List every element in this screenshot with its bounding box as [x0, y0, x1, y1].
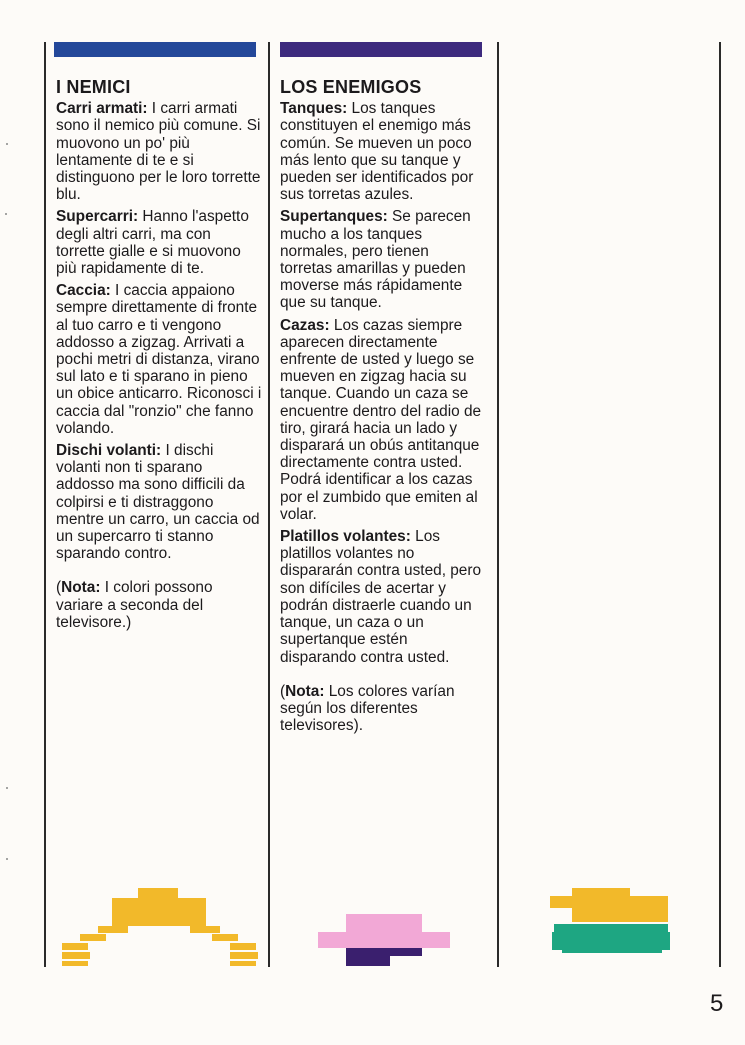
- section-text: Los platillos volantes no dispararán contra usted, pero son difíciles de acertar y podrán distraerle cuando un tanque, un caza o un supertanque estén disparando contra usted.: [280, 528, 482, 666]
- section-term: Dischi volanti:: [56, 442, 162, 460]
- italian-header-bar: [54, 42, 256, 57]
- note-open: (: [280, 682, 286, 700]
- sprite-block: [62, 952, 90, 959]
- section-text: Hanno l'aspetto degli altri carri, ma con torrette gialle e si muovono più rapidamente di te.: [56, 208, 249, 278]
- sprite-block: [212, 934, 238, 941]
- sprite-block: [550, 896, 668, 908]
- sprite-block: [346, 914, 422, 932]
- italian-column: [56, 79, 262, 636]
- spanish-title: LOS ENEMIGOS: [280, 77, 422, 97]
- section-term: Platillos volantes:: [280, 528, 411, 546]
- spanish-section-platillos: [280, 528, 485, 666]
- sprite-block: [62, 943, 88, 950]
- spanish-note: [280, 683, 485, 735]
- section-term: Supertanques:: [280, 208, 388, 226]
- section-term: Caccia:: [56, 282, 111, 300]
- section-text: I caccia appaiono sempre direttamente di fronte al tuo carro e ti vengono addosso a zigzag. Arrivati a pochi metri di distanza, virano sul lato e ti sparano in pieno un obice anticarro. Riconosci i caccia dal "ronzio" che fanno volando.: [56, 282, 262, 437]
- column-rule-far-right: [719, 42, 721, 967]
- sprite-block: [562, 950, 662, 953]
- sprite-block: [318, 932, 450, 948]
- note-open: (: [56, 579, 62, 597]
- italian-title: I NEMICI: [56, 77, 131, 97]
- italian-section-carri: [56, 100, 262, 203]
- spanish-column: [280, 79, 485, 739]
- section-term: Carri armati:: [56, 100, 148, 118]
- sprite-block: [230, 961, 256, 966]
- sprite-block: [572, 908, 668, 922]
- scan-speck: [6, 858, 8, 860]
- supercarro-sprite: [550, 888, 672, 968]
- sprite-block: [346, 956, 390, 966]
- italian-note: [56, 579, 262, 631]
- section-text: Se parecen mucho a los tanques normales, pero tienen torretas amarillas y pueden moverse más rápidamente que su tanque.: [280, 208, 471, 312]
- column-rule-middle: [268, 42, 270, 967]
- sprite-block: [190, 926, 220, 933]
- section-text: I dischi volanti non ti sparano addosso ma sono difficili da colpirsi e ti distraggono mentre un carro, un caccia od un supercarro ti stanno sparando contro.: [56, 442, 260, 563]
- column-rule-left: [44, 42, 46, 967]
- scan-speck: [5, 213, 7, 215]
- sprite-block: [98, 926, 128, 933]
- spanish-section-cazas: [280, 317, 485, 523]
- note-text: Los colores varían según los diferentes televisores).: [280, 682, 455, 735]
- sprite-block: [80, 934, 106, 941]
- italian-section-dischi: [56, 442, 262, 562]
- sprite-block: [572, 888, 630, 896]
- scan-speck: [6, 143, 8, 145]
- sprite-block: [112, 898, 206, 926]
- spanish-section-tanques: [280, 100, 485, 203]
- caccia-sprite: [60, 888, 260, 968]
- section-text: Los tanques constituyen el enemigo más común. Se mueven un poco más lento que su tanque y pueden ser identificados por sus torretas azules.: [280, 100, 474, 204]
- disco-sprite: [318, 914, 454, 968]
- sprite-block: [346, 948, 422, 956]
- section-term: Supercarri:: [56, 208, 139, 226]
- italian-section-caccia: [56, 282, 262, 437]
- sprite-block: [230, 943, 256, 950]
- spanish-header-bar: [280, 42, 482, 57]
- sprite-block: [554, 924, 668, 932]
- section-term: Tanques:: [280, 100, 348, 118]
- page-number: 5: [710, 990, 724, 1017]
- note-term: Nota:: [285, 682, 325, 700]
- note-term: Nota:: [61, 579, 101, 597]
- section-text: Los cazas siempre aparecen directamente enfrente de usted y luego se mueven en zigzag hacia su tanque. Cuando un caza se encuentre dentro del radio de tiro, girará hacia un lado y disparará un obús antitanque directamente contra usted. Podrá identificar a los cazas por el zumbido que emiten al volar.: [280, 316, 482, 523]
- sprite-block: [62, 961, 88, 966]
- sprite-block: [230, 952, 258, 959]
- section-term: Cazas:: [280, 316, 330, 334]
- column-rule-right: [497, 42, 499, 967]
- italian-section-supercarri: [56, 208, 262, 277]
- sprite-block: [138, 888, 178, 898]
- note-text: I colori possono variare a seconda del televisore.): [56, 579, 213, 631]
- scan-speck: [6, 787, 8, 789]
- spanish-section-supertanques: [280, 208, 485, 311]
- sprite-block: [552, 932, 670, 950]
- section-text: I carri armati sono il nemico più comune. Si muovono un po' più lentamente di te e si distinguono per le loro torrette blu.: [56, 100, 261, 204]
